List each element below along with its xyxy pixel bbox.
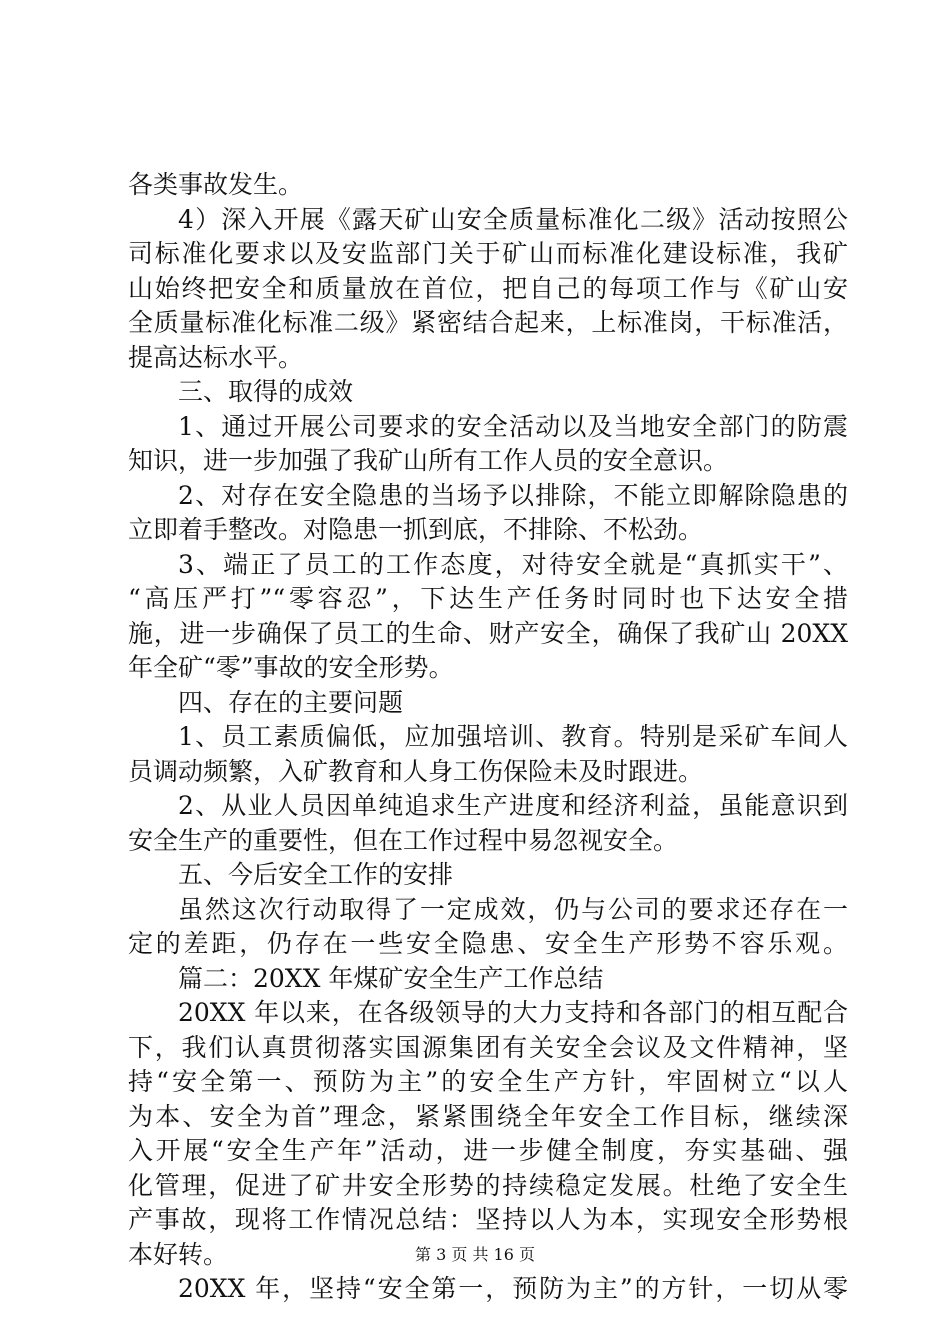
section-heading: 三、取得的成效	[178, 377, 354, 406]
text-line: 立即着手整改。对隐患一抓到底，不排除、不松劲。	[128, 515, 704, 544]
text-line: 产事故，现将工作情况总结：坚持以人为本，实现安全形势根	[128, 1205, 848, 1234]
text-line: 下，我们认真贯彻落实国源集团有关安全会议及文件精神，坚	[128, 1032, 848, 1062]
text-line: “高压严打”“零容忍”，下达生产任务时同时也下达安全措	[128, 584, 848, 613]
text-line: 山始终把安全和质量放在首位，把自己的每项工作与《矿山安	[128, 273, 848, 303]
text-line: 员调动频繁，入矿教育和人身工伤保险未及时跟进。	[128, 756, 704, 786]
document-body	[128, 168, 848, 1307]
text-line: 施，进一步确保了员工的生命、财产安全，确保了我矿山 20XX	[128, 618, 848, 648]
text-line: 3、端正了员工的工作态度，对待安全就是“真抓实干”、	[178, 549, 848, 579]
text-line: 为本、安全为首”理念，紧紧围绕全年安全工作目标，继续深	[128, 1101, 848, 1131]
text-line: 持“安全第一、预防为主”的安全生产方针，牢固树立“以人	[128, 1067, 848, 1096]
text-line: 本好转。	[128, 1239, 229, 1269]
text-line: 化管理，促进了矿井安全形势的持续稳定发展。杜绝了安全生	[128, 1170, 848, 1200]
section-heading: 五、今后安全工作的安排	[178, 860, 454, 889]
section-heading: 篇二：20XX 年煤矿安全生产工作总结	[178, 963, 604, 993]
text-line: 4）深入开展《露天矿山安全质量标准化二级》活动按照公	[178, 204, 848, 234]
text-line: 各类事故发生。	[128, 170, 304, 199]
text-line: 20XX 年以来，在各级领导的大力支持和各部门的相互配合	[178, 998, 848, 1027]
text-line: 安全生产的重要性，但在工作过程中易忽视安全。	[128, 825, 679, 855]
page-footer: 第 3 页 共 16 页	[415, 1245, 535, 1264]
text-line: 年全矿“零”事故的安全形势。	[128, 653, 454, 682]
text-line: 1、员工素质偏低，应加强培训、教育。特别是采矿车间人	[178, 722, 848, 751]
text-line: 1、通过开展公司要求的安全活动以及当地安全部门的防震	[178, 411, 848, 441]
text-line: 全质量标准化标准二级》紧密结合起来，上标准岗，干标准活，	[128, 308, 848, 337]
text-line: 虽然这次行动取得了一定成效，仍与公司的要求还存在一	[178, 894, 848, 924]
section-heading: 四、存在的主要问题	[178, 687, 404, 717]
text-line: 2、对存在安全隐患的当场予以排除，不能立即解除隐患的	[178, 480, 848, 510]
text-line: 司标准化要求以及安监部门关于矿山而标准化建设标准，我矿	[128, 239, 848, 268]
text-line: 20XX 年，坚持“安全第一，预防为主”的方针，一切从零	[178, 1274, 848, 1303]
text-line: 入开展“安全生产年”活动，进一步健全制度，夯实基础、强	[128, 1136, 848, 1165]
text-line: 提高达标水平。	[128, 342, 304, 372]
text-line: 定的差距，仍存在一些安全隐患、安全生产形势不容乐观。	[128, 929, 848, 958]
text-line: 2、从业人员因单纯追求生产进度和经济利益，虽能意识到	[178, 791, 848, 820]
text-line: 知识，进一步加强了我矿山所有工作人员的安全意识。	[128, 446, 729, 475]
